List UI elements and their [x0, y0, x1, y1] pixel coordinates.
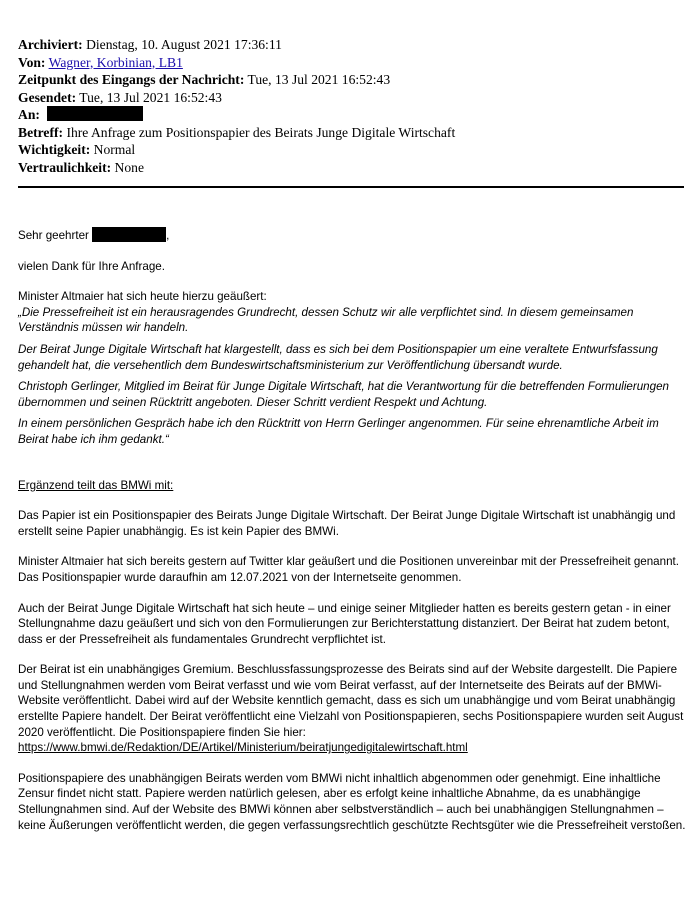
sender-link[interactable]: Wagner, Korbinian, LB1 [48, 54, 183, 70]
gesendet-value: Tue, 13 Jul 2021 16:52:43 [79, 89, 222, 105]
thanks-text: vielen Dank für Ihre Anfrage. [18, 259, 165, 273]
eingang-value: Tue, 13 Jul 2021 16:52:43 [247, 72, 391, 87]
supplement-heading: Ergänzend teilt das BMWi mit: [18, 478, 174, 492]
header-eingang [18, 71, 678, 89]
wichtigkeit-value: Normal [93, 142, 136, 157]
paragraph-3: Auch der Beirat Junge Digitale Wirtschaft hat sich heute – und einige seiner Mitglieder hatten es bereits gestern getan - in einer Stellungnahme dazu geäußert und sich von den Formulierungen zur Berichterstattung distanziert. Der Beirat hat zudem betont, dass er der Pressefreiheit als fundamentales Grundrecht verpflichtet ist. [18, 601, 671, 646]
beirat-link[interactable]: https://www.bmwi.de/Redaktion/DE/Artikel/Ministerium/beiratjungedigitalewirtschaft.html [18, 741, 468, 755]
header-divider [18, 186, 684, 188]
quote-paragraph-1: „Die Pressefreiheit ist ein herausragendes Grundrecht, dessen Schutz wir alle verpflichtet sind. In diesem gemeinsamen Verständnis müssen wir handeln. [18, 305, 634, 335]
recipient-redaction [47, 106, 143, 121]
vertraulichkeit-value: None [114, 159, 144, 175]
paragraph-1: Das Papier ist ein Positionspapier des Beirats Junge Digitale Wirtschaft. Der Beirat Junge Digitale Wirtschaft ist unabhängig und erstellt seine Papier unabhängig. Es ist kein Papier des BMWi. [18, 509, 676, 538]
header-wichtigkeit [18, 141, 678, 159]
von-label: Von: [18, 54, 46, 70]
header-vertraulichkeit [18, 159, 678, 177]
paragraph-4: Der Beirat ist ein unabhängiges Gremium. Beschlussfassungsprozesse des Beirats sind auf der Website dargestellt. Die Papiere und Stellungnahmen werden vom Beirat verfasst und wie vom Beirat verfasst, auf der Internetseite des Beirats auf der BMWi-Website veröffentlicht. Dabei wird auf der Website kenntlich gemacht, dass es sich um unabhängige und vom Beirat unabhängig erstellte Papiere handelt. Der Beirat veröffentlicht eine Vielzahl von Positionspapieren, sechs Positionspapiere wurden seit August 2020 veröffentlicht. Die Positionspapiere finden Sie hier: [18, 663, 684, 739]
betreff-label: Betreff: [18, 124, 64, 140]
minister-intro: Minister Altmaier hat sich heute hierzu geäußert: [18, 290, 267, 304]
header-an [18, 106, 678, 124]
greeting-comma: , [166, 229, 170, 242]
quote-paragraph-4: In einem persönlichen Gespräch habe ich den Rücktritt von Herrn Gerlinger angenommen. Für seine ehrenamtliche Arbeit im Beirat habe ich ihm gedankt.“ [18, 417, 659, 446]
greeting: Sehr geehrter [18, 229, 89, 242]
email-header [18, 36, 678, 176]
gesendet-label: Gesendet: [18, 89, 77, 105]
header-betreff [18, 124, 678, 142]
paragraph-5: Positionspapiere des unabhängigen Beirats werden vom BMWi nicht inhaltlich abgenommen oder genehmigt. Eine inhaltliche Zensur findet nicht statt. Papiere werden natürlich gelesen, aber es erfolgt keine inhaltliche Abnahme, da es unabhängige Stellungnahmen sind. Auf der Website des BMWi können aber selbstverständlich – auch bei unabhängigen Stellungnahmen –keine Äußerungen veröffentlicht werden, die gegen verfassungsrechtlich geschützte Rechtsgüter wie die Pressefreiheit verstoßen. [18, 771, 686, 832]
email-body [18, 227, 688, 833]
header-archiviert [18, 36, 678, 54]
quote-paragraph-2: Der Beirat Junge Digitale Wirtschaft hat klargestellt, dass es sich bei dem Positionspapier um eine veraltete Entwurfsfassung gehandelt hat, die versehentlich dem Bundeswirtschaftsministerium zur Veröffentlichung übersandt wurde. [18, 342, 658, 372]
header-gesendet [18, 89, 678, 107]
vertraulichkeit-label: Vertraulichkeit: [18, 159, 112, 175]
eingang-label: Zeitpunkt des Eingangs der Nachricht: [18, 72, 245, 87]
name-redaction [92, 227, 166, 242]
paragraph-2: Minister Altmaier hat sich bereits gestern auf Twitter klar geäußert und die Positionen unvereinbar mit der Pressefreiheit genannt. Das Positionspapier wurde daraufhin am 12.07.2021 von der Internetseite genommen. [18, 555, 679, 584]
wichtigkeit-label: Wichtigkeit: [18, 142, 91, 157]
greeting-line [18, 227, 688, 244]
header-von [18, 54, 678, 72]
archiviert-label: Archiviert: [18, 37, 83, 52]
betreff-value: Ihre Anfrage zum Positionspapier des Beirats Junge Digitale Wirtschaft [66, 124, 456, 140]
quote-paragraph-3: Christoph Gerlinger, Mitglied im Beirat für Junge Digitale Wirtschaft, hat die Verantwortung für die betreffenden Formulierungen übernommen und seinen Rücktritt angeboten. Dieser Schritt verdient Respekt und Achtung. [18, 380, 669, 409]
archiviert-value: Dienstag, 10. August 2021 17:36:11 [86, 37, 282, 52]
an-label: An: [18, 107, 40, 122]
